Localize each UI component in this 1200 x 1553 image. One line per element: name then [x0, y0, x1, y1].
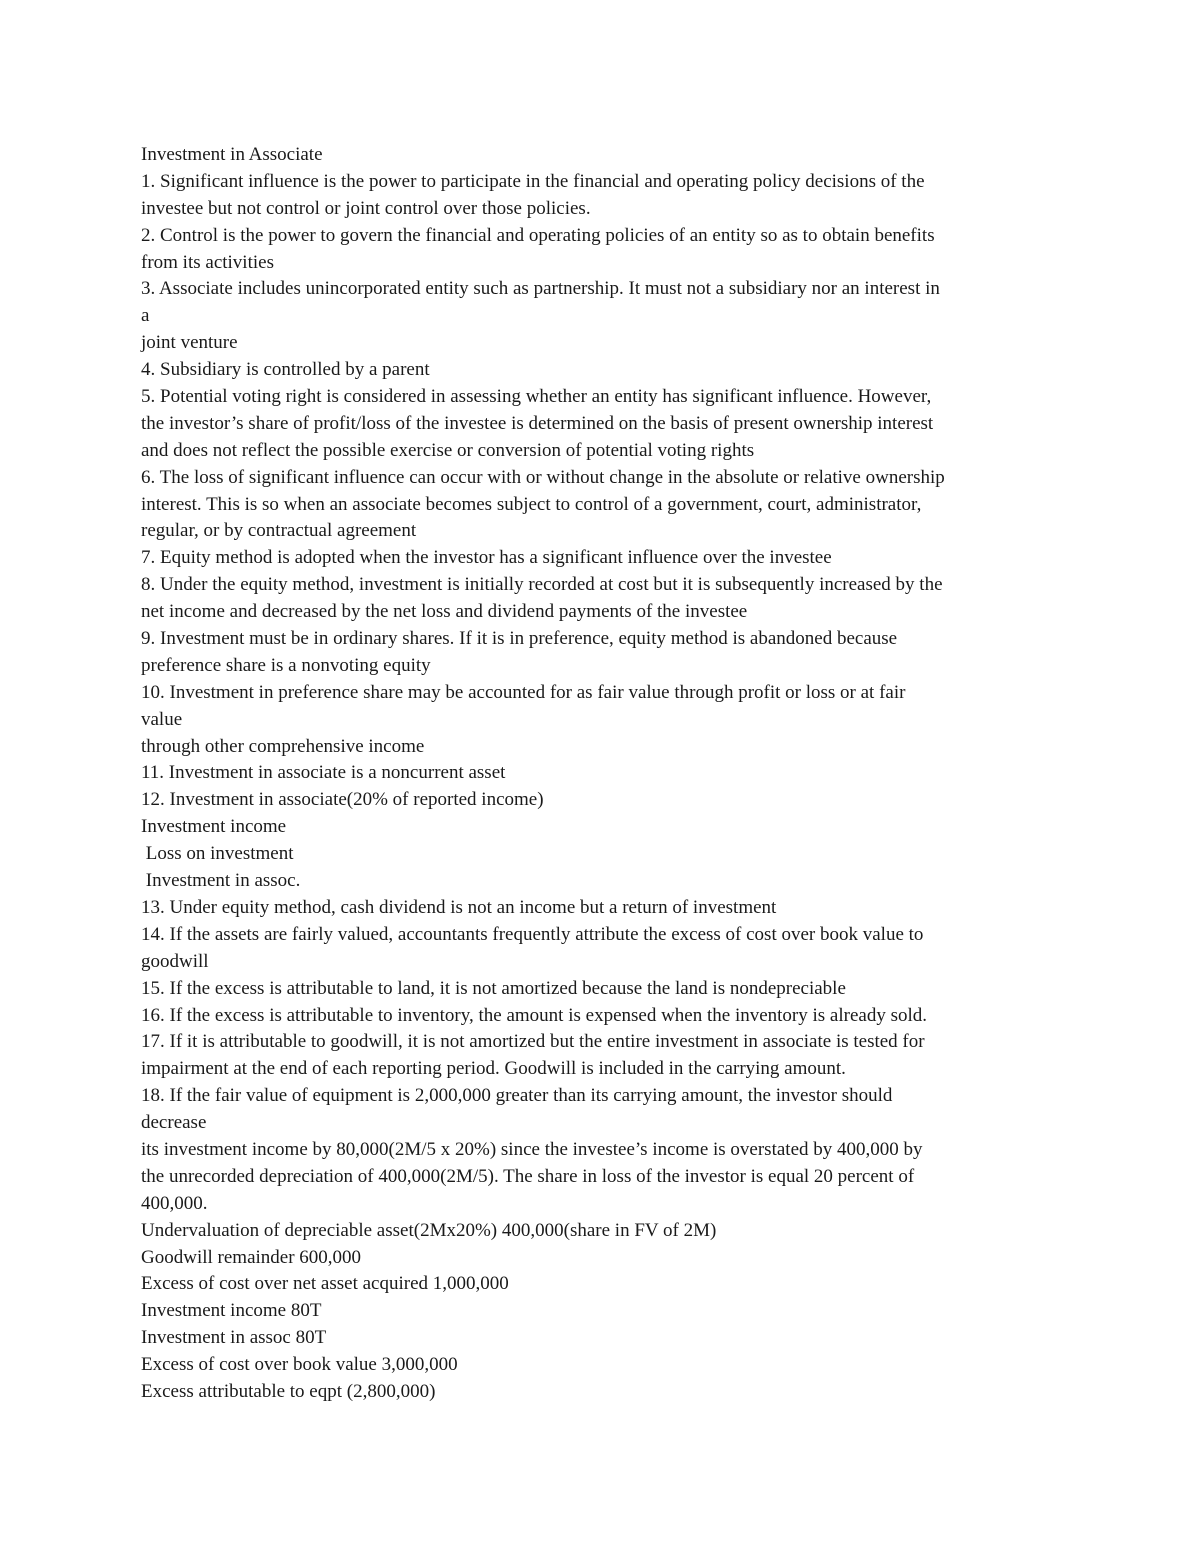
text-line: 5. Potential voting right is considered in assessing whether an entity has significant influence. However, [141, 386, 932, 408]
text-line: Investment in assoc. [141, 870, 301, 892]
text-line: Excess of cost over book value 3,000,000 [141, 1354, 458, 1376]
text-line: joint venture [141, 332, 238, 354]
text-line: Excess of cost over net asset acquired 1,000,000 [141, 1273, 509, 1295]
text-line: and does not reflect the possible exercise or conversion of potential voting rights [141, 439, 755, 461]
text-line: 13. Under equity method, cash dividend is not an income but a return of investment [141, 896, 777, 918]
text-line: 4. Subsidiary is controlled by a parent [141, 359, 430, 381]
text-line: net income and decreased by the net loss and dividend payments of the investee [141, 601, 748, 623]
text-line: regular, or by contractual agreement [141, 520, 417, 542]
text-line: the unrecorded depreciation of 400,000(2M/5). The share in loss of the investor is equal 20 percent of [141, 1165, 915, 1187]
text-line: a [141, 305, 150, 327]
text-line: 9. Investment must be in ordinary shares. If it is in preference, equity method is abandoned because [141, 628, 898, 650]
text-line: 16. If the excess is attributable to inventory, the amount is expensed when the inventory is already sold. [141, 1004, 928, 1026]
document-body [141, 142, 1071, 1406]
text-line: Undervaluation of depreciable asset(2Mx20%) 400,000(share in FV of 2M) [141, 1219, 717, 1241]
text-line: 1. Significant influence is the power to participate in the financial and operating policy decisions of the [141, 170, 925, 192]
text-line: 15. If the excess is attributable to land, it is not amortized because the land is nondepreciable [141, 977, 846, 999]
text-line: 18. If the fair value of equipment is 2,000,000 greater than its carrying amount, the investor should [141, 1085, 893, 1107]
text-line: 6. The loss of significant influence can occur with or without change in the absolute or relative ownership [141, 466, 945, 488]
document-title: Investment in Associate [141, 144, 323, 165]
text-line: 400,000. [141, 1192, 208, 1214]
text-line: 8. Under the equity method, investment is initially recorded at cost but it is subsequently increased by the [141, 574, 943, 596]
text-line: 10. Investment in preference share may be accounted for as fair value through profit or loss or at fair [141, 681, 906, 703]
text-line: the investor’s share of profit/loss of the investee is determined on the basis of present ownership interest [141, 412, 934, 434]
text-line: investee but not control or joint control over those policies. [141, 197, 591, 219]
text-line: Excess attributable to eqpt (2,800,000) [141, 1380, 436, 1402]
text-line: Loss on investment [141, 843, 294, 865]
text-line: Investment income [141, 816, 287, 838]
text-line: impairment at the end of each reporting period. Goodwill is included in the carrying amount. [141, 1058, 846, 1080]
text-line: Investment income 80T [141, 1300, 322, 1322]
text-line: 2. Control is the power to govern the financial and operating policies of an entity so as to obtain benefits [141, 224, 935, 246]
text-line: value [141, 708, 183, 730]
text-line: 14. If the assets are fairly valued, accountants frequently attribute the excess of cost over book value to [141, 923, 924, 945]
text-line: from its activities [141, 251, 274, 273]
text-line: goodwill [141, 950, 209, 972]
text-line: preference share is a nonvoting equity [141, 654, 431, 676]
text-line: 11. Investment in associate is a noncurrent asset [141, 762, 506, 784]
text-line: Investment in assoc 80T [141, 1327, 327, 1349]
text-line: decrease [141, 1112, 207, 1134]
text-line: through other comprehensive income [141, 735, 425, 757]
text-line: its investment income by 80,000(2M/5 x 20%) since the investee’s income is overstated by 400,000 by [141, 1138, 923, 1160]
text-line: 12. Investment in associate(20% of reported income) [141, 789, 544, 811]
text-line: Goodwill remainder 600,000 [141, 1246, 362, 1268]
text-line: 3. Associate includes unincorporated entity such as partnership. It must not a subsidiary nor an interest in [141, 278, 940, 300]
text-line: 7. Equity method is adopted when the investor has a significant influence over the investee [141, 547, 832, 569]
text-line: interest. This is so when an associate becomes subject to control of a government, court, administrator, [141, 493, 922, 515]
text-line: 17. If it is attributable to goodwill, it is not amortized but the entire investment in associate is tested for [141, 1031, 925, 1053]
